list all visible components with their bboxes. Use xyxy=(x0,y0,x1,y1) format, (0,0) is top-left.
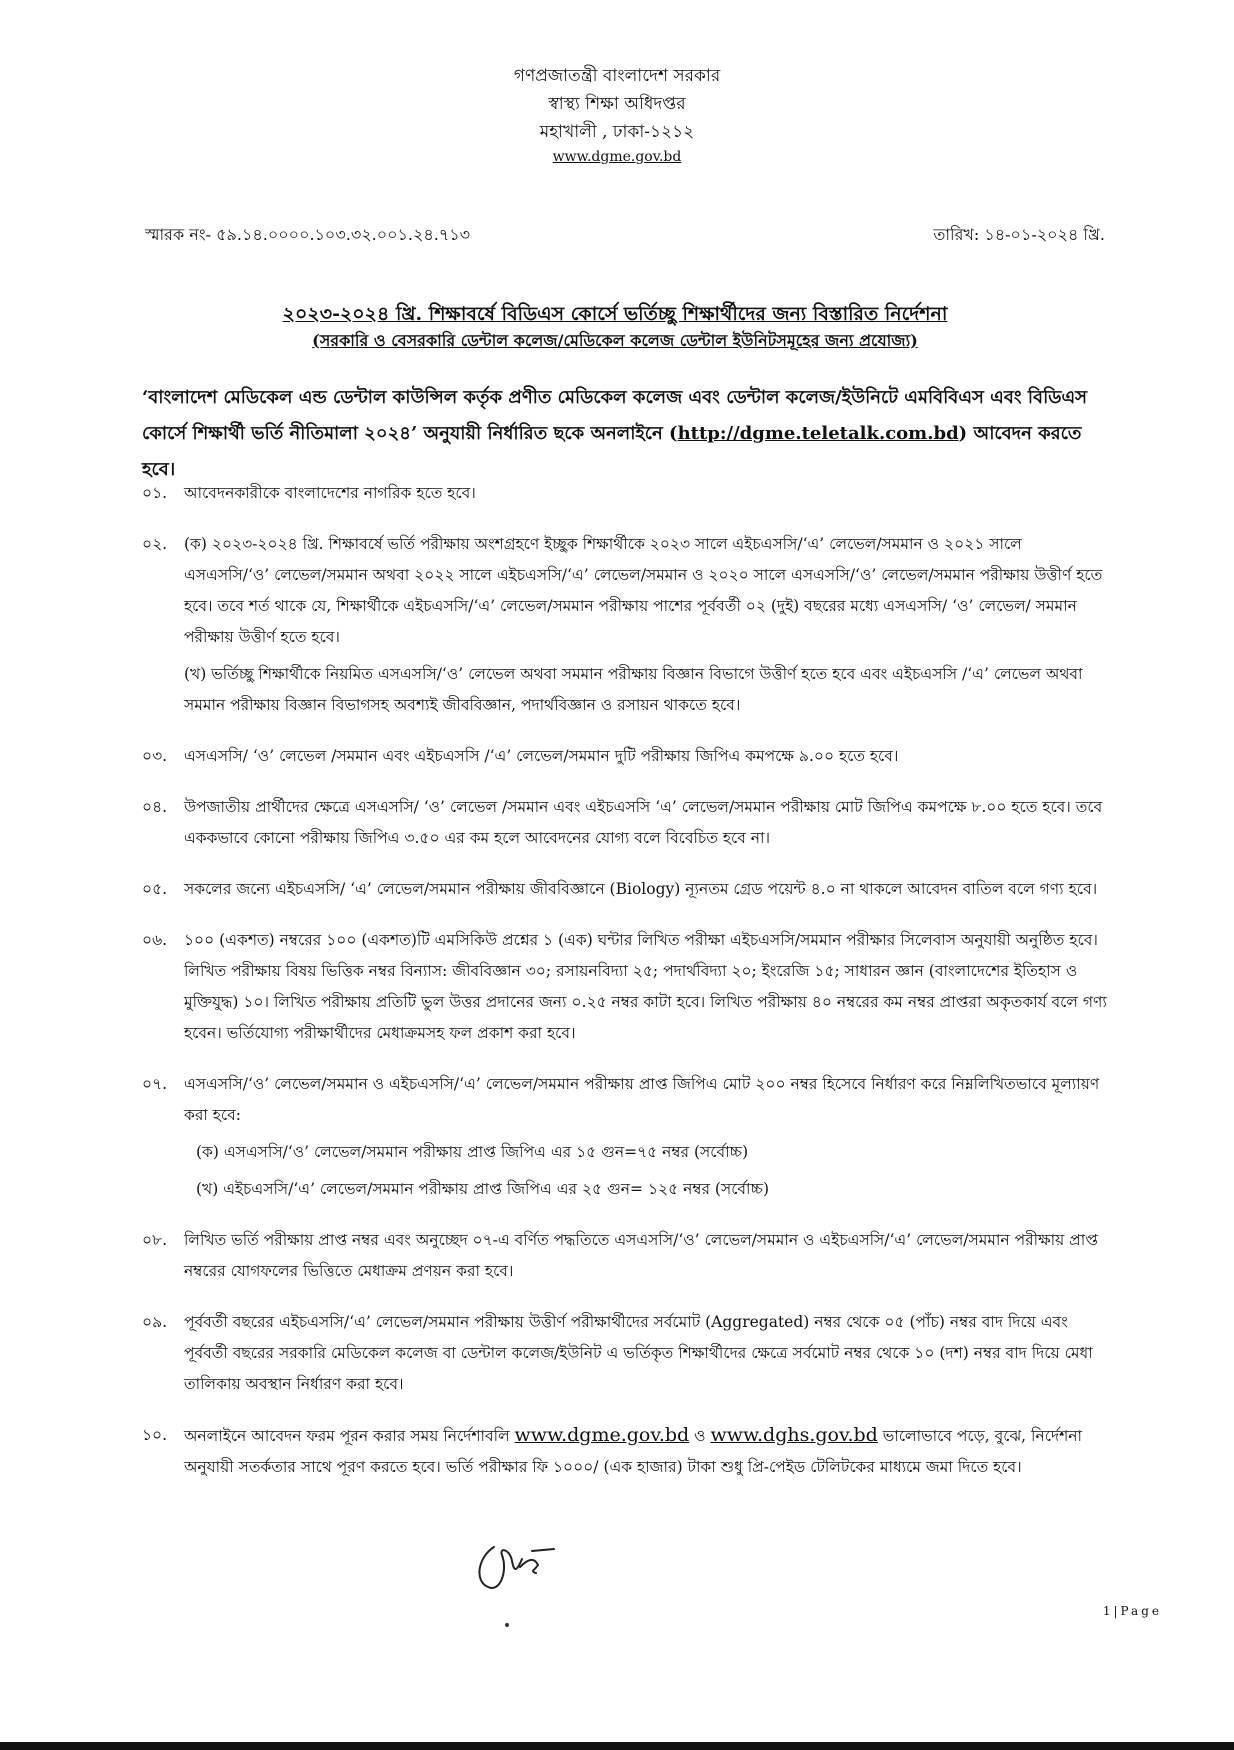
item-subpoint: (ক) এসএসসি/‘ও’ লেভেল/সমমান পরীক্ষায় প্রাপ্ত জিপিএ এর ১৫ গুন=৭৫ নম্বর (সর্বোচ্চ) xyxy=(196,1143,749,1161)
item-text-and: ও xyxy=(689,1427,711,1445)
office-address: মহাখালী , ঢাকা-১২১২ xyxy=(539,122,695,142)
item-text: উপজাতীয় প্রার্থীদের ক্ষেত্রে এসএসসি/ ‘ও’ লেভেল /সমমান এবং এইচএসসি ‘এ’ লেভেল/সমমান পরীক্ষায় মোট জিপিএ কমপক্ষে ৮.০০ হতে হবে। তবে এককভাবে কোনো পরীক্ষায় জিপিএ ৩.৫০ এর কম হলে আবেদনের যোগ্য বলে বিবেচিত হবে না। xyxy=(184,798,1103,847)
item-text: এসএসসি/‘ও’ লেভেল/সমমান ও এইচএসসি/‘এ’ লেভেল/সমমান পরীক্ষায় প্রাপ্ত জিপিএ মোট ২০০ নম্বর হিসেবে নির্ধারণ করে নিম্নলিখিতভাবে মূল্যায়ণ করা হবে: xyxy=(184,1075,1100,1124)
intro-text: ‘বাংলাদেশ মেডিকেল এন্ড ডেন্টাল কাউন্সিল কর্তৃক প্রণীত মেডিকেল কলেজ এবং ডেন্টাল কলেজ/ইউনিটে এমবিবিএস এবং বিডিএস কোর্সে শিক্ষার্থী ভর্তি নীতিমালা ২০২৪’ অনুযায়ী নির্ধারিত ছকে অনলাইনে ( xyxy=(142,387,1088,444)
govt-name: গণপ্রজাতন্ত্রী বাংলাদেশ সরকার xyxy=(513,66,721,86)
item-number: ০১. xyxy=(142,484,168,502)
title-subtitle: (সরকারি ও বেসরকারি ডেন্টাল কলেজ/মেডিকেল কলেজ ডেন্টাল ইউনিটসমূহের জন্য প্রযোজ্য) xyxy=(312,331,918,350)
item-text-start: অনলাইনে আবেদন ফরম পূরন করার সময় নির্দেশাবলি xyxy=(184,1427,515,1445)
item-text: এসএসসি/ ‘ও’ লেভেল /সমমান এবং এইচএসসি /‘এ’ লেভেল/সমমান দুটি পরীক্ষায় জিপিএ কমপক্ষে ৯.০০ হতে হবে। xyxy=(184,747,899,765)
list-item xyxy=(142,478,1107,515)
intro-paragraph xyxy=(142,380,1102,488)
signature-image xyxy=(472,1537,562,1595)
dgme-link[interactable]: www.dgme.gov.bd xyxy=(514,1424,690,1446)
item-text-b: (খ) ভর্তিচ্ছু শিক্ষার্থীকে নিয়মিত এসএসসি/‘ও’ লেভেল অথবা সমমান পরীক্ষায় বিজ্ঞান বিভাগে উত্তীর্ণ হতে হবে এবং এইচএসসি /‘এ’ লেভেল অথবা সমমান পরীক্ষায় বিজ্ঞান বিভাগসহ অবশ্যই জীববিজ্ঞান, পদার্থবিজ্ঞান ও রসায়ন থাকতে হবে। xyxy=(184,665,1083,714)
website-link[interactable]: www.dgme.gov.bd xyxy=(552,149,682,165)
list-item xyxy=(142,1069,1107,1211)
item-text: পূর্ববর্তী বছরের এইচএসসি/‘এ’ লেভেল/সমমান পরীক্ষায় উত্তীর্ণ পরীক্ষার্থীদের সর্বমোট (Aggregated) নম্বর থেকে ০৫ (পাঁচ) নম্বর বাদ দিয়ে এবং পূর্ববর্তী বছরের সরকারি মেডিকেল কলেজ বা ডেন্টাল কলেজ/ইউনিট এ ভর্তিকৃত শিক্ষার্থীদের ক্ষেত্রে সর্বমোট নম্বর থেকে ১০ (দশ) নম্বর বাদ দিয়ে মেধা তালিকায় অবস্থান নির্ধারণ করা হবে। xyxy=(184,1313,1093,1393)
item-number: ০২. xyxy=(142,535,168,553)
page-number: 1|Page xyxy=(1102,1604,1162,1618)
item-text-end: ভালোভাবে পড়ে, বুঝে, নির্দেশনা অনুযায়ী সতর্কতার সাথে পূরণ করতে হবে। ভর্তি পরীক্ষার ফি ১০০০/ (এক হাজার) টাকা শুধু প্রি-পেইড টেলিটকের মাধ্যমে জমা দিতে হবে। xyxy=(184,1427,1082,1476)
item-number: ০৩. xyxy=(142,747,168,765)
item-number: ০৮. xyxy=(142,1231,168,1249)
list-item xyxy=(142,1307,1107,1406)
item-number: ০৯. xyxy=(142,1313,168,1331)
item-text: আবেদনকারীকে বাংলাদেশের নাগরিক হতে হবে। xyxy=(184,484,476,502)
list-item xyxy=(142,792,1107,860)
list-item xyxy=(142,874,1107,911)
item-number: ১০. xyxy=(142,1426,168,1444)
teletalk-link[interactable]: http://dgme.teletalk.com.bd xyxy=(677,423,959,444)
item-number: ০৪. xyxy=(142,798,168,816)
directorate-name: স্বাস্থ্য শিক্ষা অধিদপ্তর xyxy=(548,94,686,114)
item-number: ০৭. xyxy=(142,1075,168,1093)
list-item xyxy=(142,1420,1107,1489)
list-item xyxy=(142,925,1107,1055)
item-text: ১০০ (একশত) নম্বরের ১০০ (একশত)টি এমসিকিউ প্রশ্নের ১ (এক) ঘন্টার লিখিত পরীক্ষা এইচএসসি/সমমান পরীক্ষার সিলেবাস অনুযায়ী অনুষ্ঠিত হবে। লিখিত পরীক্ষায় বিষয় ভিত্তিক নম্বর বিন্যাস: জীববিজ্ঞান ৩০; রসায়নবিদ্যা ২৫; পদার্থবিদ্যা ২০; ইংরেজি ১৫; সাধারন জ্ঞান (বাংলাদেশের ইতিহাস ও মুক্তিযুদ্ধ) ১০। লিখিত পরীক্ষায় প্রতিটি ভুল উত্তর প্রদানের জন্য ০.২৫ নম্বর কাটা হবে। লিখিত পরীক্ষায় ৪০ নম্বরের কম নম্বর প্রাপ্তরা অকৃতকার্য বলে গণ্য হবেন। ভর্তিযোগ্য পরীক্ষার্থীদের মেধাক্রমসহ ফল প্রকাশ করা হবে। xyxy=(184,931,1107,1042)
instruction-list xyxy=(142,478,1107,1503)
notice-title xyxy=(130,300,1100,354)
bottom-border xyxy=(0,1742,1234,1750)
item-text xyxy=(184,1420,1107,1483)
item-text: (ক) ২০২৩-২০২৪ খ্রি. শিক্ষাবর্ষে ভর্তি পরীক্ষায় অংশগ্রহণে ইচ্ছুক শিক্ষার্থীকে ২০২৩ সালে এইচএসসি/‘এ’ লেভেল/সমমান ও ২০২১ সালে এসএসসি/‘ও’ লেভেল/সমমান অথবা ২০২২ সালে এইচএসসি/‘এ’ লেভেল/সমমান ও ২০২০ সালে এসএসসি/‘ও’ লেভেল/সমমান পরীক্ষায় উত্তীর্ণ হতে হবে। তবে শর্ত থাকে যে, শিক্ষার্থীকে এইচএসসি/‘এ’ লেভেল/সমমান পরীক্ষায় পাশের পূর্ববর্তী ০২ (দুই) বছরের মধ্যে এসএসসি/ ‘ও’ লেভেল/ সমমান পরীক্ষায় উত্তীর্ণ হতে হবে। xyxy=(184,535,1103,646)
item-text: সকলের জন্যে এইচএসসি/ ‘এ’ লেভেল/সমমান পরীক্ষায় জীববিজ্ঞানে (Biology) ন্যূনতম গ্রেড পয়েন্ট ৪.০ না থাকলে আবেদন বাতিল বলে গণ্য হবে। xyxy=(184,880,1098,898)
list-item xyxy=(142,741,1107,778)
item-number: ০৫. xyxy=(142,880,168,898)
stray-mark xyxy=(505,1623,509,1627)
item-subpoint: (খ) এইচএসসি/‘এ’ লেভেল/সমমান পরীক্ষায় প্রাপ্ত জিপিএ এর ২৫ গুন= ১২৫ নম্বর (সর্বোচ্চ) xyxy=(196,1180,770,1198)
list-item xyxy=(142,1225,1107,1293)
letterhead xyxy=(0,62,1234,168)
title-main: ২০২৩-২০২৪ খ্রি. শিক্ষাবর্ষে বিডিএস কোর্সে ভর্তিচ্ছু শিক্ষার্থীদের জন্য বিস্তারিত নির্দেশনা xyxy=(282,303,948,325)
item-number: ০৬. xyxy=(142,931,168,949)
item-text: লিখিত ভর্তি পরীক্ষায় প্রাপ্ত নম্বর এবং অনুচ্ছেদ ০৭-এ বর্ণিত পদ্ধতিতে এসএসসি/‘ও’ লেভেল/সমমান ও এইচএসসি/‘এ’ লেভেল/সমমান পরীক্ষায় প্রাপ্ত নম্বরের যোগফলের ভিত্তিতে মেধাক্রম প্রণয়ন করা হবে। xyxy=(184,1231,1098,1280)
memo-number: স্মারক নং- ৫৯.১৪.০০০০.১০৩.৩২.০০১.২৪.৭১৩ xyxy=(145,225,471,244)
intro-text-end: ) আবেদন করতে হবে। xyxy=(142,423,1082,480)
memo-date: তারিখ: ১৪-০১-২০২৪ খ্রি. xyxy=(933,225,1105,244)
list-item xyxy=(142,529,1107,727)
dghs-link[interactable]: www.dghs.gov.bd xyxy=(710,1424,878,1446)
